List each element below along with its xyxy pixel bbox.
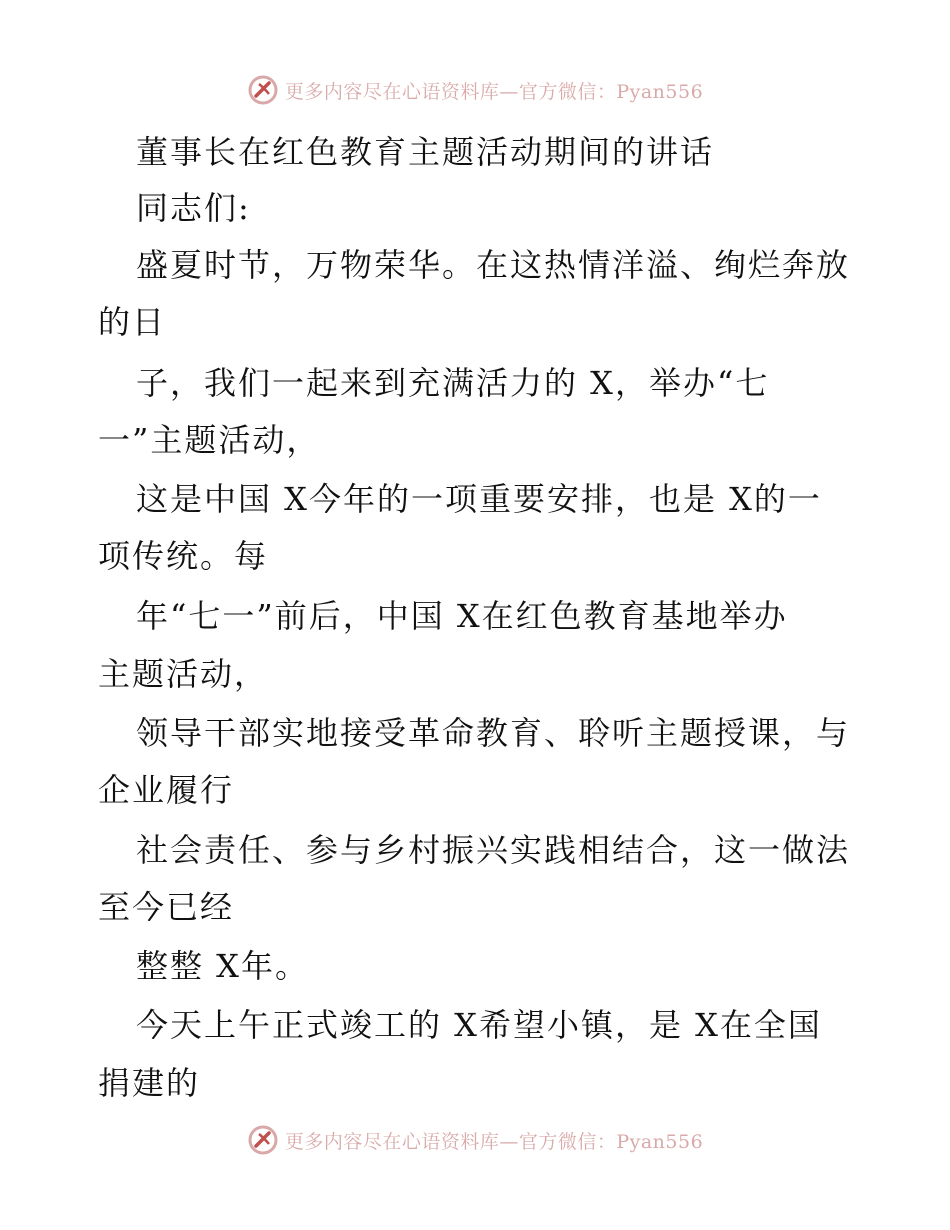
paragraph-line: 至今已经 xyxy=(98,888,235,926)
paragraph-line: 同志们: xyxy=(136,189,251,227)
paragraph-line: 整整 X年。 xyxy=(136,947,309,985)
tan-logo-icon xyxy=(247,74,279,106)
paragraph-line: 的日 xyxy=(98,303,167,341)
paragraph-line: 一”主题活动， xyxy=(98,421,321,459)
paragraph-line: 项传统。每 xyxy=(98,537,269,575)
header-watermark xyxy=(0,70,950,110)
watermark-text: 更多内容尽在心语资料库—官方微信：Pyan556 xyxy=(284,80,704,103)
paragraph-line: 领导干部实地接受革命教育、聆听主题授课，与 xyxy=(136,714,851,752)
paragraph-line: 社会责任、参与乡村振兴实践相结合，这一做法 xyxy=(136,831,851,869)
paragraph-line: 盛夏时节，万物荣华。在这热情洋溢、绚烂奔放 xyxy=(136,246,851,284)
paragraph-line: 主题活动， xyxy=(98,655,269,693)
paragraph-line: 这是中国 X今年的一项重要安排，也是 X的一 xyxy=(136,480,822,518)
paragraph-line: 企业履行 xyxy=(98,771,235,809)
paragraph-line: 今天上午正式竣工的 X希望小镇，是 X在全国 xyxy=(136,1006,822,1044)
paragraph-line: 子，我们一起来到充满活力的 X，举办“七 xyxy=(136,364,770,402)
paragraph-line: 捐建的 xyxy=(98,1064,201,1102)
watermark-text: 更多内容尽在心语资料库—官方微信：Pyan556 xyxy=(284,1130,704,1153)
tan-logo-icon xyxy=(247,1124,279,1156)
document-title: 董事长在红色教育主题活动期间的讲话 xyxy=(136,133,715,171)
paragraph-line: 年“七一”前后，中国 X在红色教育基地举办 xyxy=(136,597,788,635)
footer-watermark xyxy=(0,1120,950,1160)
